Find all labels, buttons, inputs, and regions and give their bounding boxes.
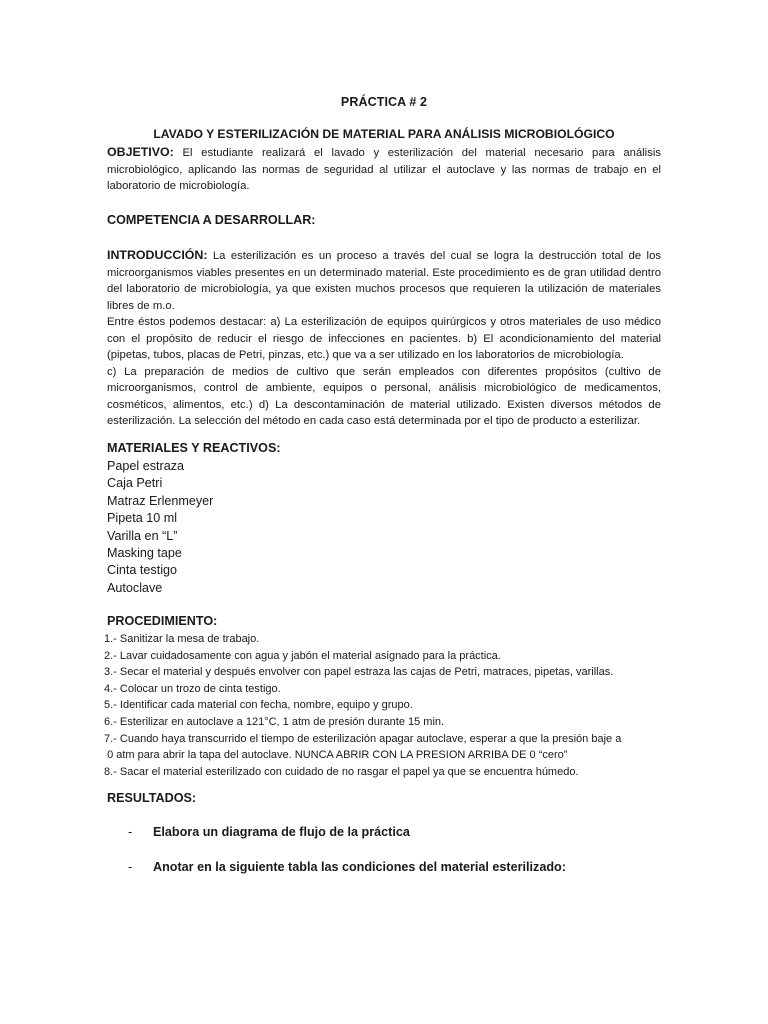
objetivo-section [107, 144, 661, 195]
list-item: Caja Petri [107, 476, 163, 491]
resultados-item [128, 860, 566, 874]
procedimiento-heading: PROCEDIMIENTO: [107, 614, 218, 628]
list-item: 4.- Colocar un trozo de cinta testigo. [104, 682, 281, 695]
materiales-heading: MATERIALES Y REACTIVOS: [107, 441, 281, 455]
list-item: 5.- Identificar cada material con fecha, nombre, equipo y grupo. [104, 699, 413, 712]
resultados-item-text: Anotar en la siguiente tabla las condiciones del material esterilizado: [153, 860, 566, 874]
competencia-heading: COMPETENCIA A DESARROLLAR: [107, 213, 316, 227]
list-item: 7.- Cuando haya transcurrido el tiempo de esterilización apagar autoclave, esperar a que la presión baje a [104, 732, 622, 745]
list-item: 3.- Secar el material y después envolver con papel estraza las cajas de Petri, matraces, pipetas, varillas. [104, 666, 614, 679]
procedimiento-list [104, 631, 674, 780]
list-item: 8.- Sacar el material esterilizado con cuidado de no rasgar el papel ya que se encuentra húmedo. [104, 765, 579, 778]
list-item: 1.- Sanitizar la mesa de trabajo. [104, 633, 260, 645]
list-item: 0 atm para abrir la tapa del autoclave. NUNCA ABRIR CON LA PRESION ARRIBA DE 0 “cero” [104, 749, 568, 762]
intro-label: INTRODUCCIÓN: [107, 248, 208, 262]
list-item: Pipeta 10 ml [107, 511, 178, 526]
list-item: 6.- Esterilizar en autoclave a 121°C, 1 atm de presión durante 15 min. [104, 715, 445, 728]
intro-paragraph-3: c) La preparación de medios de cultivo que serán empleados con diferentes propósitos (cultivo de microorganismos, control de ambiente, equipos o personal, análisis microbiológico de medicamentos, cosméticos, alimentos, etc.) d) La descontaminación de material utilizado. Existen diversos métodos de esterilización. La selección del método en cada caso está determinada por el tipo de producto a esterilizar. [107, 365, 661, 427]
resultados-heading: RESULTADOS: [107, 791, 197, 805]
intro-paragraph-1 [107, 247, 661, 314]
bullet-dash: - [128, 860, 133, 874]
intro-text: La esterilización es un proceso a través del cual se logra la destrucción total de los microorganismos viables presentes en un determinado material. Este procedimiento es de gran utilidad dentro del laboratorio de microbiología, ya que existen muchos procesos que requieren la utilización de materiales libres de m.o. [107, 250, 661, 312]
materiales-list [107, 458, 213, 597]
list-item: Varilla en “L” [107, 528, 178, 543]
page-title: PRÁCTICA # 2 [340, 95, 428, 109]
objetivo-label: OBJETIVO: [107, 145, 174, 159]
resultados-item-text: Elabora un diagrama de flujo de la práctica [153, 825, 410, 839]
list-item: Matraz Erlenmeyer [107, 493, 214, 508]
resultados-item [128, 825, 410, 839]
objetivo-text: El estudiante realizará el lavado y esterilización del material necesario para análisis microbiológico, aplicando las normas de seguridad al utilizar el autoclave y las normas de trabajo en el laboratorio de microbiología. [107, 147, 661, 192]
page-subtitle: LAVADO Y ESTERILIZACIÓN DE MATERIAL PARA ANÁLISIS MICROBIOLÓGICO [153, 127, 615, 141]
list-item: Cinta testigo [107, 563, 178, 578]
list-item: 2.- Lavar cuidadosamente con agua y jabón el material asignado para la práctica. [104, 649, 501, 662]
objetivo-paragraph [107, 144, 661, 195]
list-item: Autoclave [107, 580, 163, 595]
intro-paragraph-2: Entre éstos podemos destacar: a) La esterilización de equipos quirúrgicos y otros materiales de uso médico con el propósito de reducir el riesgo de infecciones en pacientes. b) El acondicionamiento del material (pipetas, tubos, placas de Petri, pinzas, etc.) que va a ser utilizado en los laboratorios de microbiología. [107, 316, 661, 361]
bullet-dash: - [128, 825, 133, 839]
list-item: Papel estraza [107, 459, 185, 473]
list-item: Masking tape [107, 546, 182, 561]
introduccion-section [107, 247, 661, 430]
